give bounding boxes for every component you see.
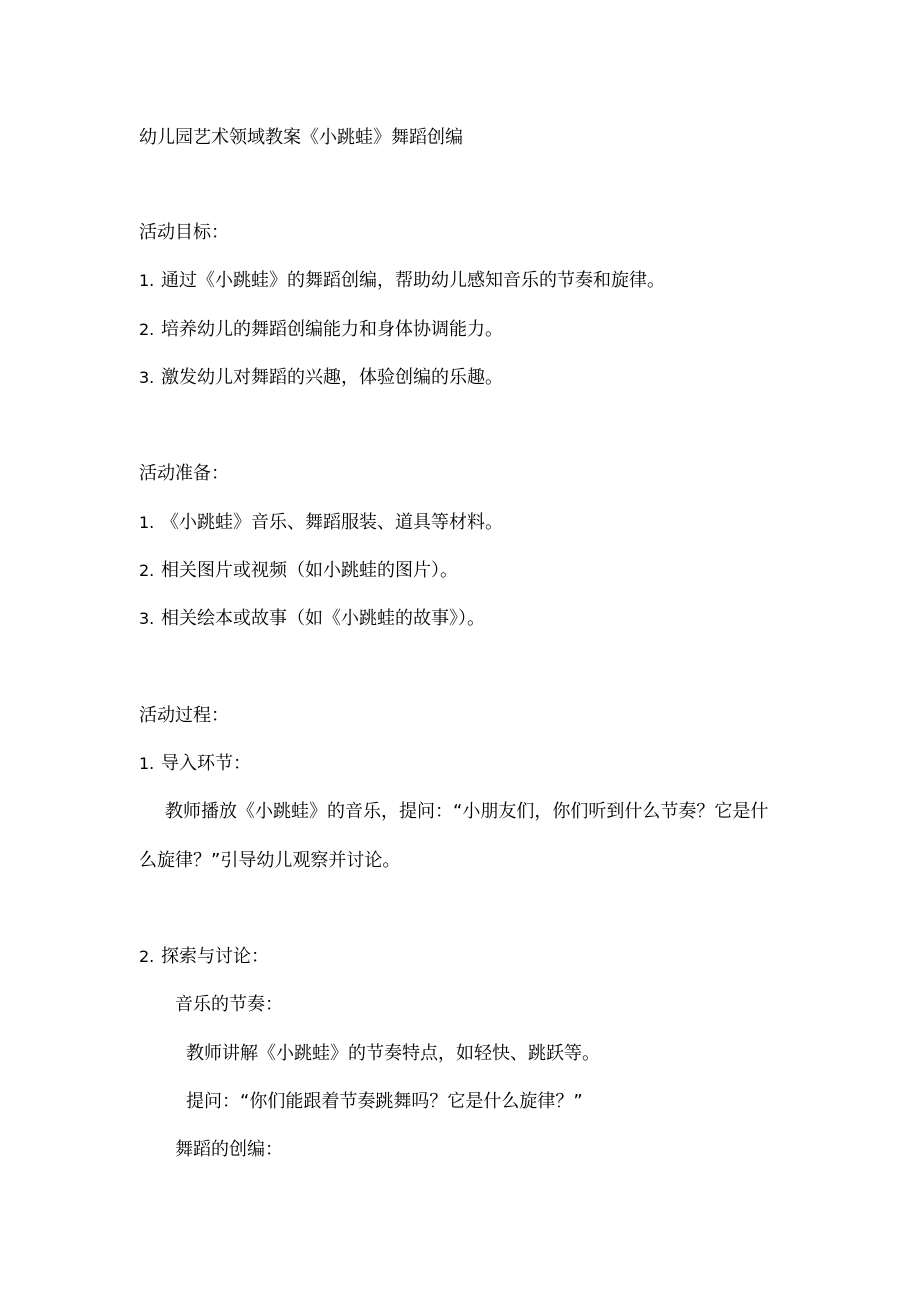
subsection-body: 教师讲解《小跳蛙》的节奏特点，如轻快、跳跃等。 [186,1043,600,1064]
step-number: 1. [139,754,155,773]
process-heading: 活动过程： [139,705,229,726]
goal-item [139,366,503,390]
document-title: 幼儿园艺术领域教案《小跳蛙》舞蹈创编 [139,127,463,148]
preparation-item [139,559,458,583]
goal-text: 激发幼儿对舞蹈的兴趣，体验创编的乐趣。 [161,367,503,388]
goal-number: 3. [139,368,155,387]
preparation-text: 《小跳蛙》音乐、舞蹈服装、道具等材料。 [161,512,503,533]
subsection-body: 提问：“你们能跟着节奏跳舞吗？它是什么旋律？” [186,1091,583,1112]
preparation-text: 相关绘本或故事（如《小跳蛙的故事》）。 [161,608,485,629]
goal-item [139,318,503,342]
goal-item [139,269,665,293]
process-step-title [139,752,251,776]
step-title-text: 导入环节： [161,753,251,774]
goals-heading: 活动目标： [139,222,229,243]
preparation-number: 1. [139,513,155,532]
goal-text: 培养幼儿的舞蹈创编能力和身体协调能力。 [161,319,503,340]
preparation-number: 2. [139,561,155,580]
process-step-body: 么旋律？”引导幼儿观察并讨论。 [139,850,401,871]
preparation-number: 3. [139,609,155,628]
step-title-text: 探索与讨论： [161,946,269,967]
preparation-item [139,511,503,535]
preparation-item [139,607,485,631]
process-step-title [139,945,269,969]
process-step-body: 教师播放《小跳蛙》的音乐，提问：“小朋友们，你们听到什么节奏？它是什 [165,801,769,822]
goal-text: 通过《小跳蛙》的舞蹈创编，帮助幼儿感知音乐的节奏和旋律。 [161,270,665,291]
goal-number: 1. [139,271,155,290]
subsection-title: 舞蹈的创编： [175,1139,283,1160]
step-number: 2. [139,947,155,966]
goal-number: 2. [139,320,155,339]
preparation-text: 相关图片或视频（如小跳蛙的图片）。 [161,560,458,581]
subsection-title: 音乐的节奏： [175,994,283,1015]
preparation-heading: 活动准备： [139,463,229,484]
